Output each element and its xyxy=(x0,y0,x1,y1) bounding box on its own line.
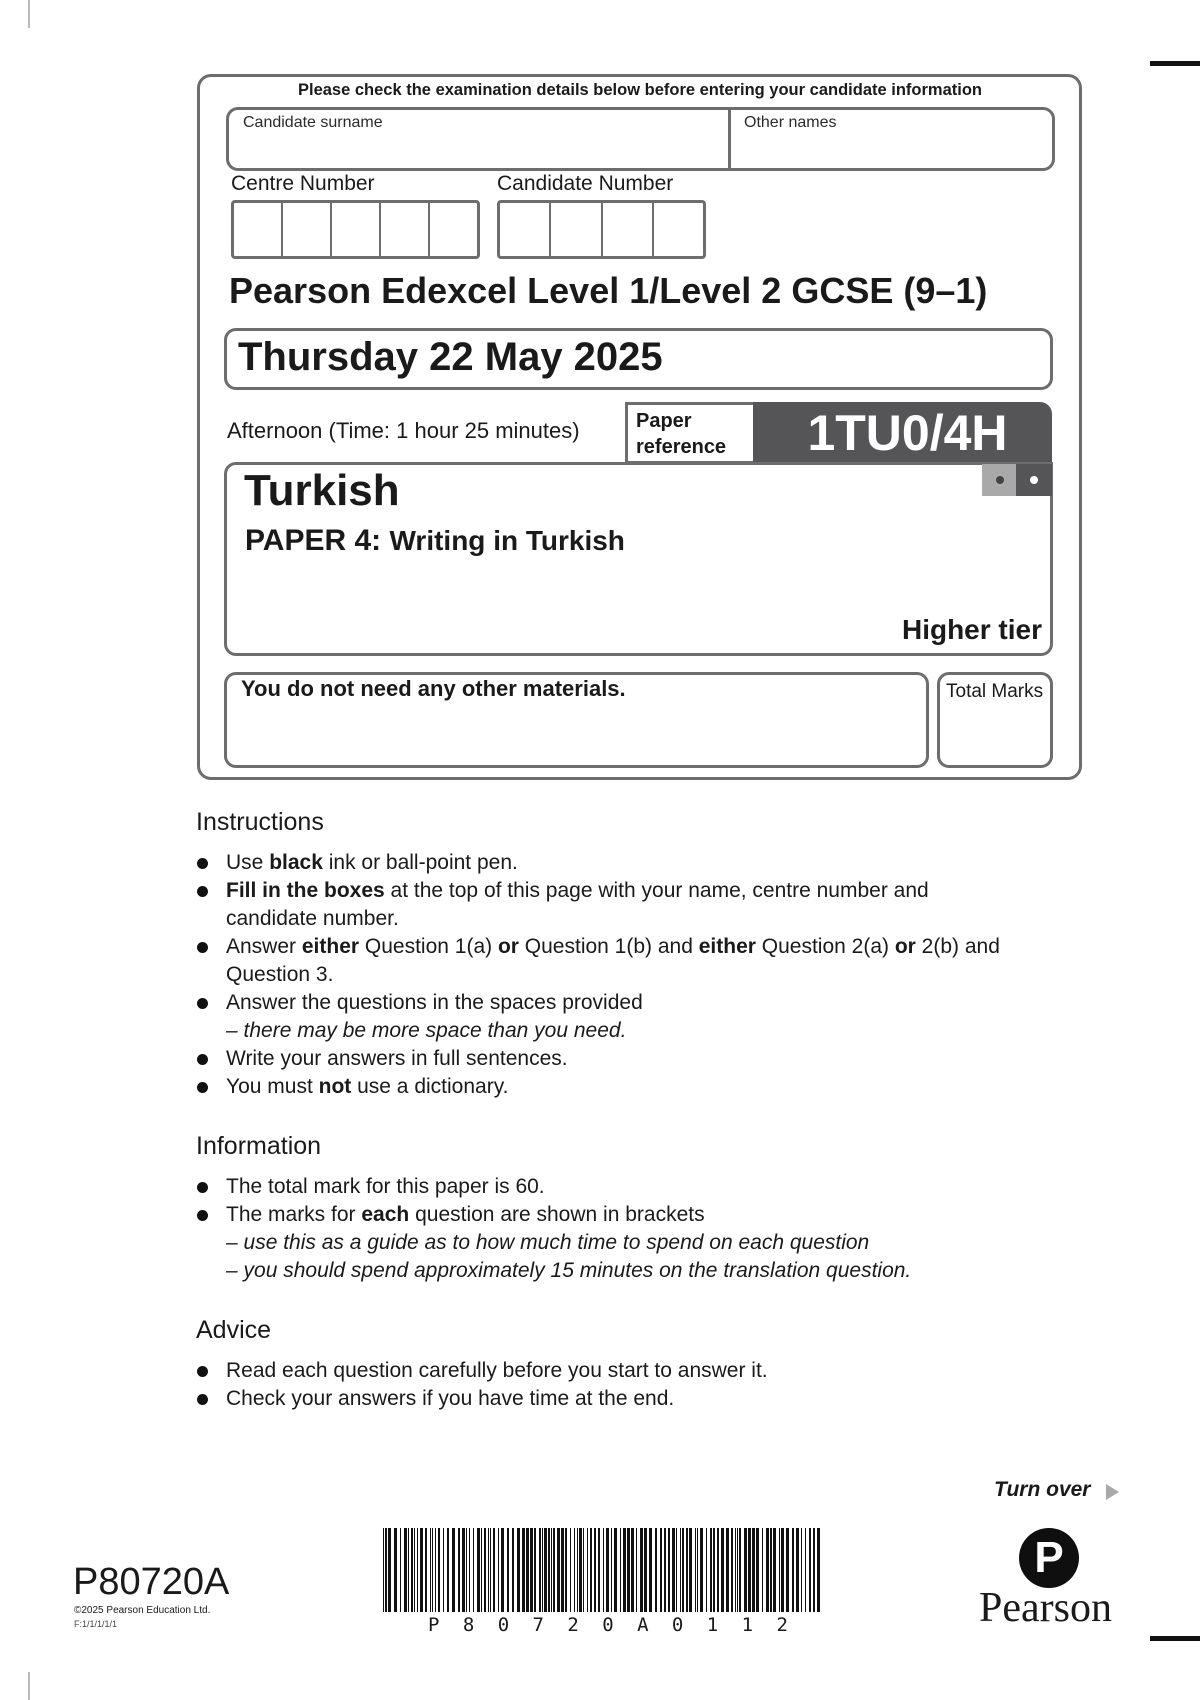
barcode-bar xyxy=(786,1528,789,1612)
barcode-bar xyxy=(388,1528,391,1612)
subject-title: Turkish xyxy=(244,466,400,515)
barcode-bar xyxy=(420,1528,423,1612)
barcode-bar xyxy=(737,1528,738,1612)
barcode-bar xyxy=(411,1528,413,1612)
paper-reference-code: 1TU0/4H xyxy=(753,402,1052,464)
centre-number-digit[interactable] xyxy=(234,203,283,256)
barcode-bar xyxy=(636,1528,637,1612)
barcode-bar xyxy=(488,1528,489,1612)
crop-mark-bottom-left xyxy=(0,1672,30,1700)
barcode-bar xyxy=(507,1528,509,1612)
tier-label: Higher tier xyxy=(901,614,1042,645)
barcode-bar xyxy=(490,1528,491,1612)
paper-title xyxy=(245,524,625,558)
paper-number: PAPER 4: xyxy=(245,524,382,557)
candidate-surname-field[interactable]: Candidate surname xyxy=(243,114,383,131)
barcode-bar xyxy=(443,1528,444,1612)
barcode-bar xyxy=(430,1528,431,1612)
barcode-bar xyxy=(466,1528,467,1612)
total-marks-label: Total Marks xyxy=(946,681,1044,702)
barcode-bar xyxy=(748,1528,751,1612)
version-code: F:1/1/1/1/1 xyxy=(74,1619,118,1629)
barcode-bar xyxy=(462,1528,465,1612)
barcode-bar xyxy=(614,1528,617,1612)
barcode-digits xyxy=(428,1614,788,1636)
barcode-bar xyxy=(809,1528,811,1612)
barcode-bar xyxy=(756,1528,759,1612)
barcode-bar xyxy=(570,1528,571,1612)
barcode-bar xyxy=(713,1528,715,1612)
barcode-bar xyxy=(477,1528,480,1612)
barcode-bar xyxy=(710,1528,712,1612)
candidate-number-label: Candidate Number xyxy=(497,172,674,195)
tier-dot xyxy=(996,476,1004,484)
barcode-bar xyxy=(435,1528,436,1612)
barcode xyxy=(383,1528,821,1612)
barcode-bar xyxy=(458,1528,460,1612)
tier-indicator-light xyxy=(982,464,1016,496)
tier-dot xyxy=(1030,476,1038,484)
barcode-bar xyxy=(627,1528,630,1612)
barcode-bar xyxy=(561,1528,564,1612)
barcode-bar xyxy=(385,1528,387,1612)
candidate-number-boxes[interactable] xyxy=(497,200,706,259)
instructions-list xyxy=(197,849,1017,1101)
barcode-bar xyxy=(660,1528,662,1612)
barcode-bar xyxy=(579,1528,582,1612)
list-item: Answer either Question 1(a) or Question 1(b) and either Question 2(a) or 2(b) and Question 3. xyxy=(197,933,1017,989)
barcode-bar xyxy=(706,1528,707,1612)
barcode-digit: 0 xyxy=(671,1614,684,1636)
barcode-bar xyxy=(655,1528,657,1612)
centre-number-digit[interactable] xyxy=(430,203,477,256)
barcode-digit: 0 xyxy=(497,1614,510,1636)
barcode-bar xyxy=(551,1528,552,1612)
barcode-bar xyxy=(735,1528,736,1612)
turn-over-text: Turn over xyxy=(994,1478,1091,1501)
barcode-bar xyxy=(574,1528,575,1612)
barcode-bar xyxy=(762,1528,763,1612)
barcode-bar xyxy=(781,1528,784,1612)
registration-mark-bottom-right xyxy=(1150,1636,1200,1641)
barcode-bar xyxy=(697,1528,698,1612)
barcode-bar xyxy=(432,1528,433,1612)
tier-indicator-dark xyxy=(1016,464,1052,496)
barcode-bar xyxy=(383,1528,384,1612)
barcode-bar xyxy=(469,1528,470,1612)
barcode-bar xyxy=(447,1528,449,1612)
barcode-bar xyxy=(501,1528,504,1612)
barcode-bar xyxy=(766,1528,769,1612)
candidate-number-digit[interactable] xyxy=(603,203,654,256)
pearson-wordmark: Pearson xyxy=(979,1585,1112,1631)
barcode-bar xyxy=(640,1528,643,1612)
barcode-bar xyxy=(668,1528,670,1612)
centre-number-digit[interactable] xyxy=(381,203,430,256)
barcode-bar xyxy=(534,1528,536,1612)
barcode-bar xyxy=(676,1528,677,1612)
barcode-bar xyxy=(498,1528,499,1612)
list-item: Read each question carefully before you start to answer it. xyxy=(197,1357,1017,1385)
list-item: The marks for each question are shown in brackets – use this as a guide as to how much time to spend on each question – you should spend approximately 15 minutes on the translation question. xyxy=(197,1201,1017,1285)
list-item: You must not use a dictionary. xyxy=(197,1073,1017,1101)
barcode-bar xyxy=(481,1528,482,1612)
barcode-bar xyxy=(792,1528,794,1612)
barcode-bar xyxy=(700,1528,703,1612)
barcode-bar xyxy=(408,1528,409,1612)
barcode-bar xyxy=(484,1528,486,1612)
list-item: The total mark for this paper is 60. xyxy=(197,1173,1017,1201)
candidate-number-digit[interactable] xyxy=(500,203,551,256)
barcode-bar xyxy=(522,1528,525,1612)
barcode-digit: 2 xyxy=(776,1614,788,1636)
name-divider xyxy=(728,110,731,168)
barcode-bar xyxy=(717,1528,719,1612)
barcode-bar xyxy=(620,1528,621,1612)
pearson-logo xyxy=(975,1526,1125,1636)
barcode-bar xyxy=(672,1528,675,1612)
barcode-bar xyxy=(739,1528,741,1612)
barcode-bar xyxy=(773,1528,776,1612)
registration-mark-top-right xyxy=(1150,61,1200,66)
barcode-bar xyxy=(770,1528,772,1612)
barcode-bar xyxy=(425,1528,427,1612)
barcode-bar xyxy=(801,1528,802,1612)
paper-reference-label-line1: Paper xyxy=(636,410,692,432)
barcode-bar xyxy=(594,1528,596,1612)
barcode-bar xyxy=(526,1528,529,1612)
barcode-bar xyxy=(530,1528,533,1612)
barcode-bar xyxy=(682,1528,684,1612)
barcode-bar xyxy=(813,1528,815,1612)
barcode-bar xyxy=(417,1528,418,1612)
barcode-bar xyxy=(644,1528,647,1612)
list-item: Check your answers if you have time at the end. xyxy=(197,1385,1017,1413)
instructions-heading: Instructions xyxy=(196,808,324,836)
centre-number-digit[interactable] xyxy=(283,203,332,256)
information-heading: Information xyxy=(196,1132,322,1160)
barcode-bar xyxy=(779,1528,780,1612)
materials-note: You do not need any other materials. xyxy=(241,676,626,701)
barcode-bar xyxy=(544,1528,547,1612)
crop-mark-top-left xyxy=(0,0,30,28)
advice-list xyxy=(197,1357,1017,1413)
exam-session: Afternoon (Time: 1 hour 25 minutes) xyxy=(227,418,580,443)
check-details-notice: Please check the examination details below before entering your candidate information xyxy=(297,81,982,99)
barcode-bar xyxy=(744,1528,747,1612)
barcode-bar xyxy=(631,1528,634,1612)
advice-heading: Advice xyxy=(196,1316,272,1344)
list-item: Use black ink or ball-point pen. xyxy=(197,849,1017,877)
barcode-bar xyxy=(598,1528,600,1612)
barcode-bar xyxy=(796,1528,799,1612)
exam-date: Thursday 22 May 2025 xyxy=(238,335,663,379)
barcode-digit: 0 xyxy=(602,1614,614,1636)
candidate-number-digit[interactable] xyxy=(551,203,602,256)
copyright: ©2025 Pearson Education Ltd. xyxy=(74,1605,211,1616)
turn-over-arrow-icon xyxy=(1106,1484,1119,1500)
centre-number-label: Centre Number xyxy=(231,172,375,195)
barcode-bar xyxy=(394,1528,397,1612)
barcode-bar xyxy=(664,1528,666,1612)
barcode-bar xyxy=(583,1528,584,1612)
barcode-bar xyxy=(577,1528,578,1612)
barcode-bar xyxy=(649,1528,652,1612)
barcode-bar xyxy=(752,1528,755,1612)
barcode-bar xyxy=(517,1528,520,1612)
barcode-bar xyxy=(557,1528,560,1612)
barcode-bar xyxy=(452,1528,455,1612)
barcode-bar xyxy=(731,1528,733,1612)
list-item: Answer the questions in the spaces provided – there may be more space than you need. xyxy=(197,989,1017,1045)
barcode-bar xyxy=(606,1528,609,1612)
barcode-bar xyxy=(680,1528,681,1612)
barcode-bar xyxy=(805,1528,806,1612)
pearson-logo-icon: P xyxy=(1019,1528,1079,1588)
barcode-bar xyxy=(512,1528,514,1612)
list-item: Fill in the boxes at the top of this page with your name, centre number and candidate number. xyxy=(197,877,1017,933)
barcode-bar xyxy=(590,1528,592,1612)
barcode-bar xyxy=(689,1528,692,1612)
barcode-bar xyxy=(817,1528,820,1612)
other-names-field[interactable]: Other names xyxy=(744,114,837,131)
barcode-bar xyxy=(611,1528,612,1612)
barcode-bar xyxy=(695,1528,696,1612)
barcode-bar xyxy=(548,1528,550,1612)
paper-code: P80720A xyxy=(73,1561,230,1603)
barcode-bar xyxy=(623,1528,626,1612)
barcode-digit: 1 xyxy=(706,1614,719,1636)
barcode-bar xyxy=(438,1528,440,1612)
barcode-bar xyxy=(686,1528,688,1612)
centre-number-digit[interactable] xyxy=(332,203,381,256)
paper-reference-label xyxy=(625,402,753,464)
barcode-digit: A xyxy=(637,1614,649,1636)
barcode-bar xyxy=(400,1528,401,1612)
barcode-bar xyxy=(539,1528,541,1612)
barcode-digit: 2 xyxy=(567,1614,579,1636)
barcode-bar xyxy=(565,1528,567,1612)
barcode-bar xyxy=(603,1528,604,1612)
barcode-bar xyxy=(414,1528,415,1612)
barcode-bar xyxy=(587,1528,588,1612)
barcode-bar xyxy=(473,1528,474,1612)
barcode-bar xyxy=(404,1528,407,1612)
qualification-title: Pearson Edexcel Level 1/Level 2 GCSE (9–1) xyxy=(229,270,988,311)
paper-reference-label-line2: reference xyxy=(636,436,727,458)
barcode-digit: 7 xyxy=(532,1614,544,1636)
barcode-bar xyxy=(542,1528,543,1612)
barcode-bar xyxy=(493,1528,495,1612)
barcode-digit: 8 xyxy=(462,1614,475,1636)
barcode-bar xyxy=(553,1528,555,1612)
barcode-bar xyxy=(726,1528,729,1612)
candidate-number-digit[interactable] xyxy=(654,203,703,256)
paper-name: Writing in Turkish xyxy=(389,525,625,556)
information-list xyxy=(197,1173,1017,1285)
barcode-bar xyxy=(721,1528,724,1612)
barcode-digit: 1 xyxy=(741,1614,754,1636)
list-item: Write your answers in full sentences. xyxy=(197,1045,1017,1073)
centre-number-boxes[interactable] xyxy=(231,200,480,259)
barcode-digit: P xyxy=(428,1614,440,1636)
